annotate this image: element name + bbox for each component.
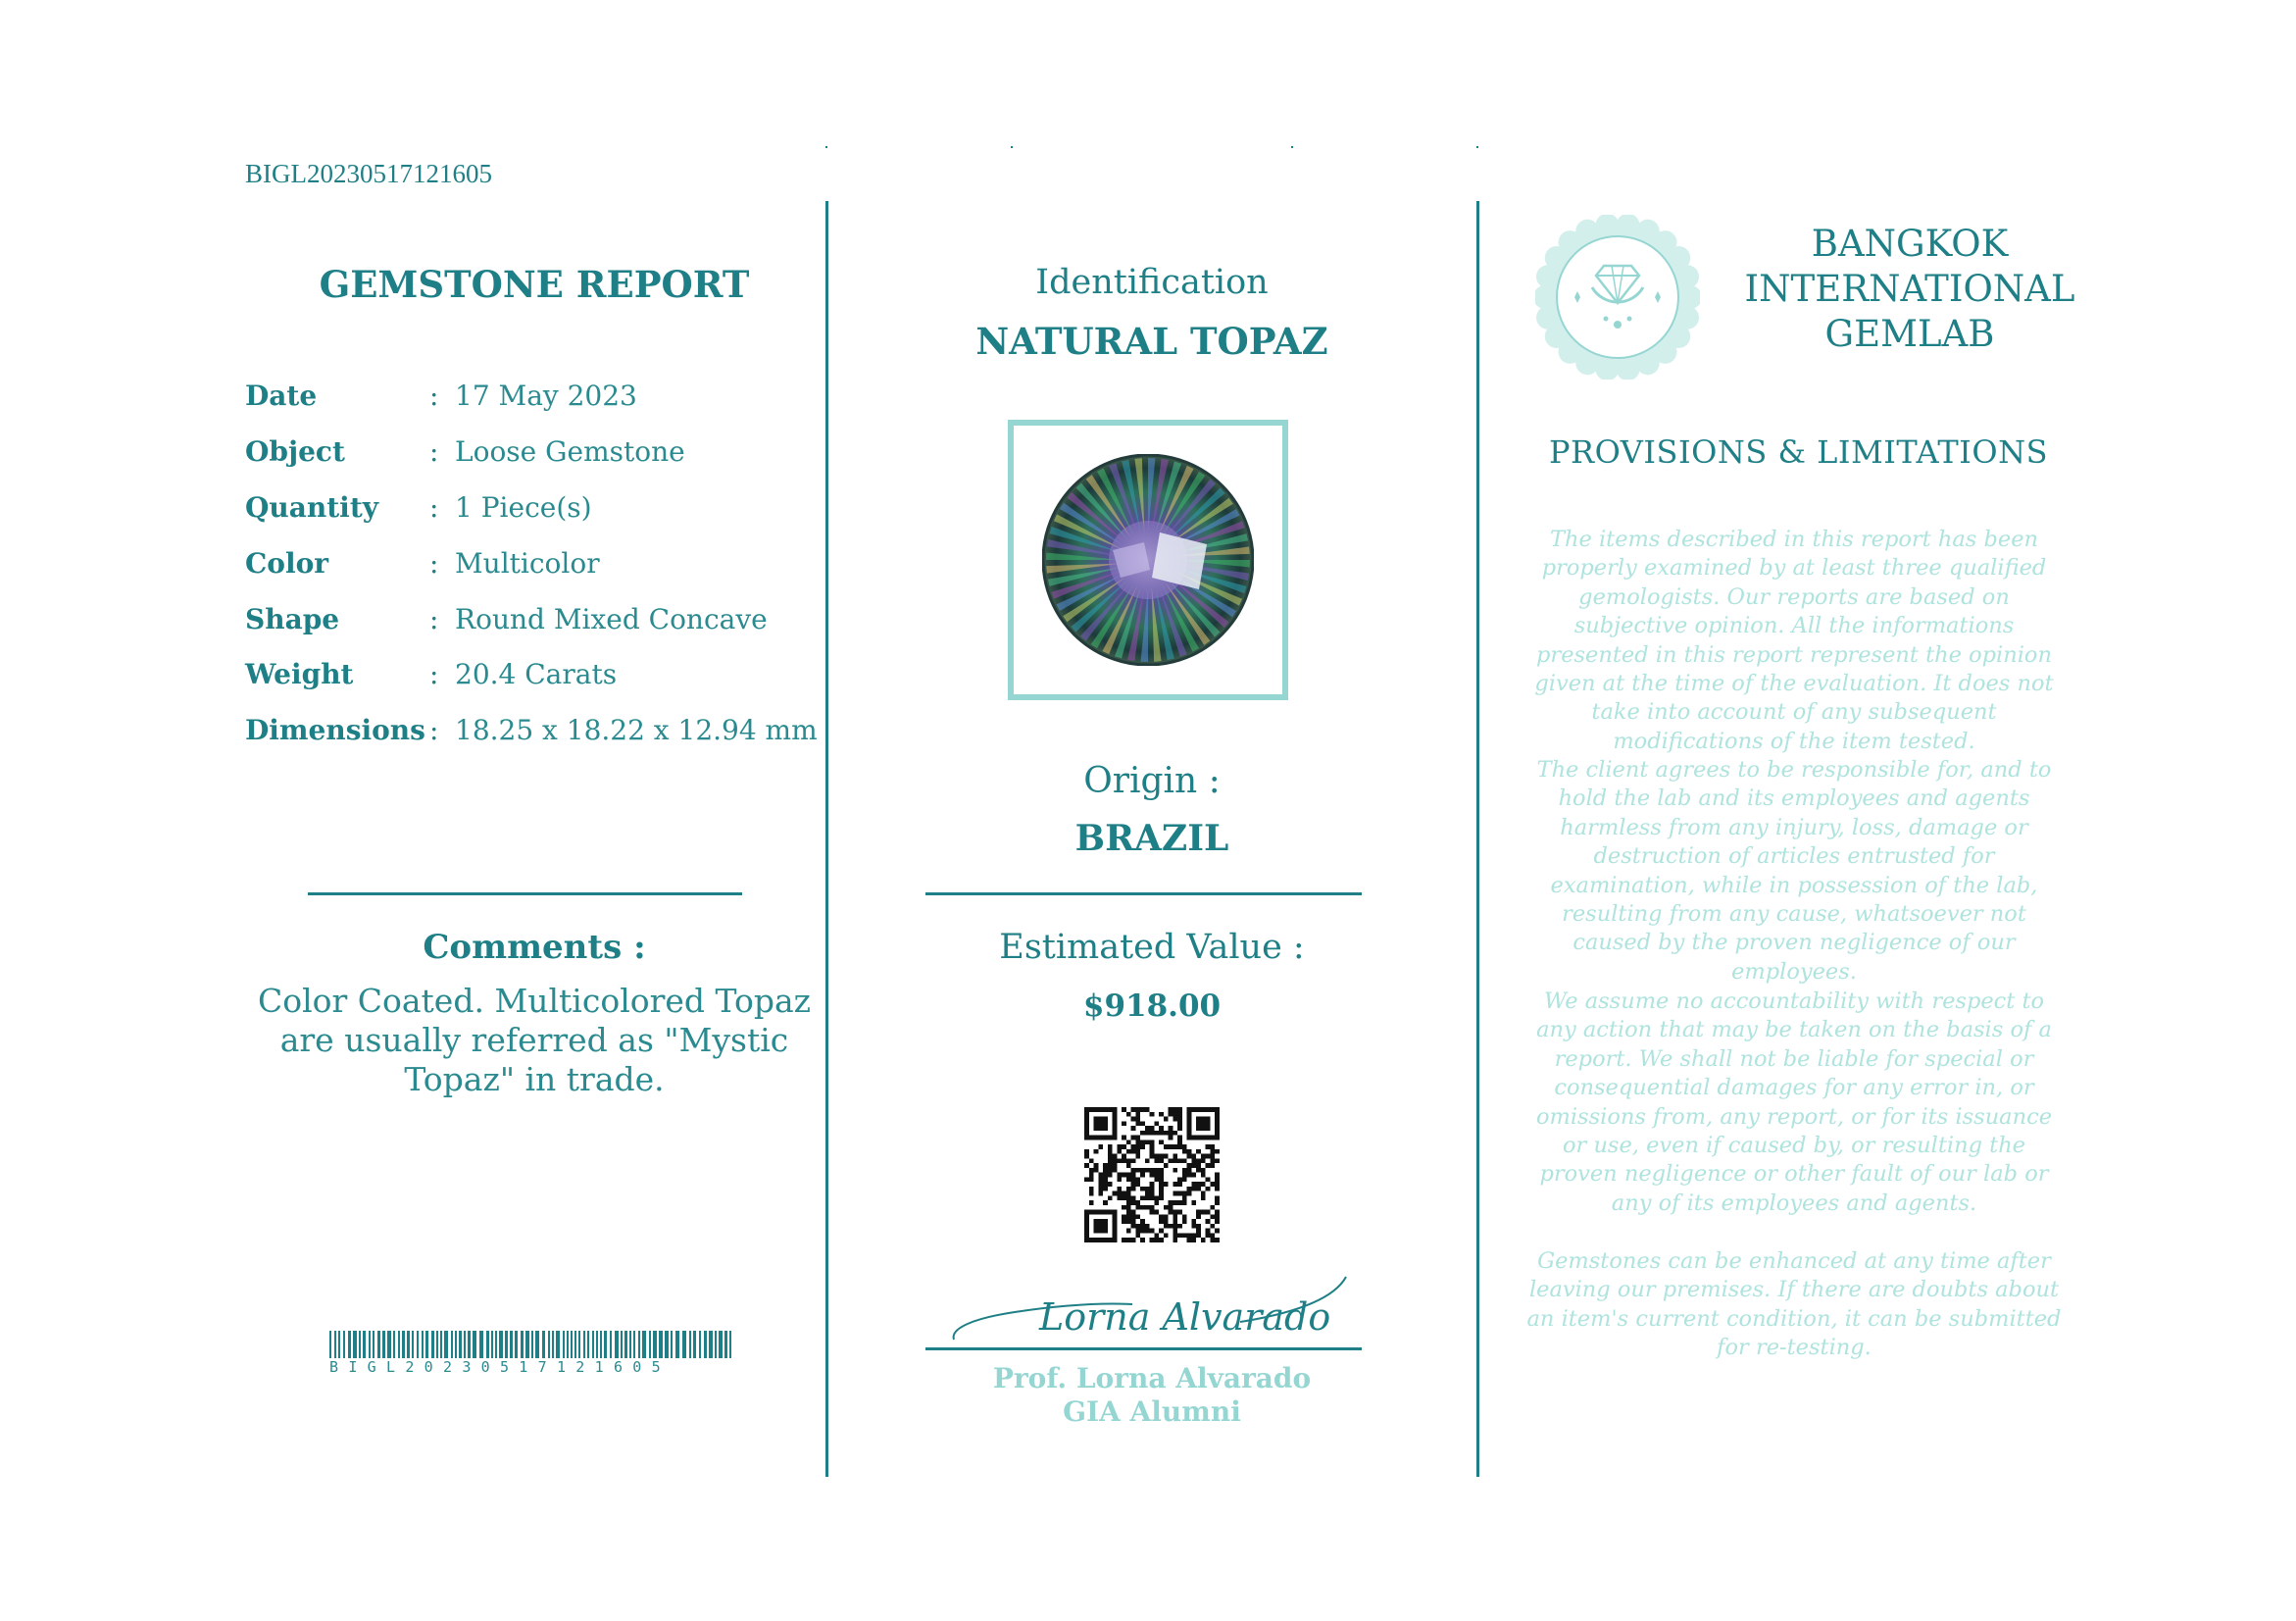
- field-colon: :: [429, 547, 439, 580]
- lab-name-line: BANGKOK: [1811, 223, 2009, 265]
- qr-code[interactable]: [1084, 1107, 1220, 1242]
- provisions-paragraph: The client agrees to be responsible for, and to hold the lab and its employees and agents harmless from any injury, loss, damage or destruction of articles entrusted for examination, while in possession of the lab, resulting from any cause, whatsoever not caused by the proven negligence of our employees.: [1536, 757, 2052, 985]
- field-value: 20.4 Carats: [455, 658, 618, 690]
- signer-title: GIA Alumni: [1063, 1395, 1241, 1428]
- provisions-title: PROVISIONS & LIMITATIONS: [1549, 433, 2048, 471]
- identification-label: Identification: [1035, 263, 1269, 302]
- lab-name-line: GEMLAB: [1824, 313, 1995, 355]
- field-colon: :: [429, 491, 439, 524]
- field-colon: :: [429, 714, 439, 746]
- signer-name: Prof. Lorna Alvarado: [992, 1362, 1312, 1394]
- field-value: 17 May 2023: [455, 380, 637, 412]
- barcode-text: BIGL20230517121605: [329, 1358, 671, 1376]
- provisions-paragraph: The items described in this report has been properly examined by at least three qualified gemologists. Our reports are based on subjective opinion. All the informations presented in this report represent the opinion given at the time of the evaluation. It does not take into account of any subsequent modifications of the item tested.: [1534, 527, 2054, 754]
- origin-value: BRAZIL: [1074, 818, 1229, 859]
- estimated-value: $918.00: [1082, 988, 1222, 1024]
- comments-divider: [308, 892, 742, 895]
- field-label: Weight: [245, 658, 354, 690]
- value-divider: [925, 892, 1362, 895]
- comments-text: Color Coated. Multicolored Topaz are usually referred as "Mystic Topaz" in trade.: [257, 982, 812, 1098]
- field-colon: :: [429, 380, 439, 412]
- crop-mark: [1476, 146, 1478, 148]
- identification-value: NATURAL TOPAZ: [975, 320, 1328, 363]
- gemstone-photo-frame: [1008, 420, 1288, 700]
- column-divider-right: [1476, 201, 1479, 1477]
- lab-name-line: INTERNATIONAL: [1744, 268, 2075, 310]
- provisions-paragraph: Gemstones can be enhanced at any time after leaving our premises. If there are doubts about an item's current condition, it can be submitted for re-testing.: [1526, 1248, 2062, 1361]
- field-label: Quantity: [245, 491, 379, 524]
- provisions-paragraph: We assume no accountability with respect to any action that may be taken on the basis of a report. We shall not be liable for special or consequential damages for any error in, or omissions from, any report, or for its issuance or use, even if caused by, or resulting the proven negligence or other fault of our lab or any of its employees and agents.: [1535, 988, 2053, 1216]
- report-id: BIGL20230517121605: [245, 159, 492, 188]
- field-label: Shape: [245, 603, 340, 635]
- field-value: 18.25 x 18.22 x 12.94 mm: [455, 714, 818, 746]
- lab-name: [1723, 222, 2096, 357]
- field-label: Dimensions: [245, 714, 425, 746]
- field-value: Round Mixed Concave: [455, 603, 768, 635]
- field-value: Multicolor: [455, 547, 600, 580]
- signature-image: [946, 1271, 1358, 1349]
- crop-mark: [825, 146, 827, 148]
- field-label: Date: [245, 380, 318, 412]
- comments-title: Comments :: [423, 928, 646, 967]
- field-label: Object: [245, 435, 345, 468]
- lab-seal-logo: [1535, 215, 1700, 380]
- signature-script: Lorna Alvarado: [1039, 1295, 1331, 1339]
- field-colon: :: [429, 603, 439, 635]
- field-label: Color: [245, 547, 329, 580]
- crop-mark: [1291, 146, 1293, 148]
- origin-label: Origin :: [1083, 761, 1221, 801]
- signature-line: [925, 1347, 1362, 1350]
- crop-mark: [1011, 146, 1013, 148]
- field-value: 1 Piece(s): [455, 491, 592, 524]
- field-colon: :: [429, 658, 439, 690]
- field-value: Loose Gemstone: [455, 435, 685, 468]
- column-divider-left: [825, 201, 828, 1477]
- report-title: GEMSTONE REPORT: [319, 263, 750, 306]
- gemstone-photo: [1042, 454, 1254, 666]
- estimated-value-label: Estimated Value :: [999, 928, 1305, 967]
- field-colon: :: [429, 435, 439, 468]
